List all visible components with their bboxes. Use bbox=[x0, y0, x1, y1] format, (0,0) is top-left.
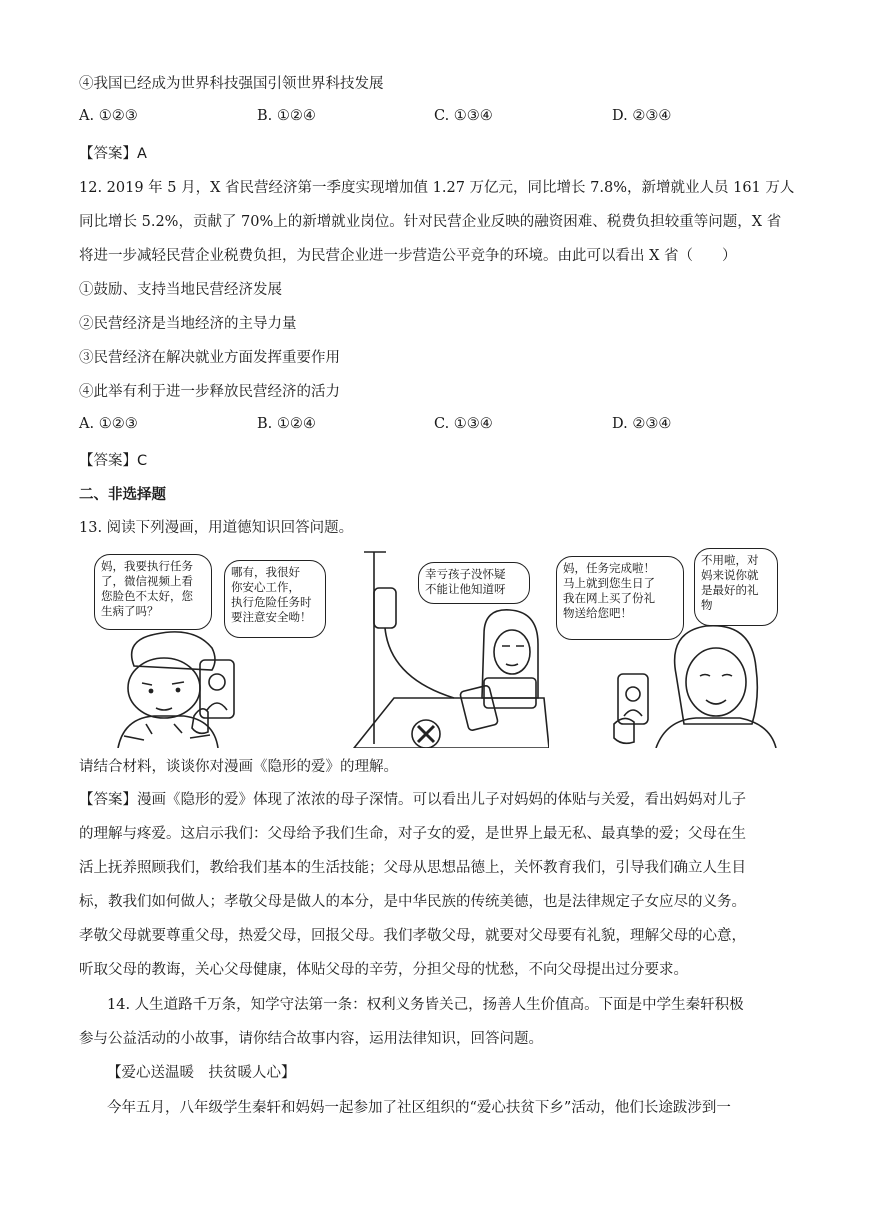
q12-stem-line-3: 将进一步减轻民营企业税费负担，为民营企业进一步营造公平竞争的环境。由此可以看出 X 省（ ） bbox=[79, 248, 737, 264]
comic-panel-3 bbox=[556, 548, 787, 748]
section-heading: 二、非选择题 bbox=[79, 487, 166, 503]
q13-answer-line-4: 标，教我们如何做人；孝敬父母是做人的本分，是中华民族的传统美德，也是法律规定子女应尽的义务。 bbox=[79, 894, 746, 910]
comic-bubble-1: 妈，我要执行任务 了，微信视频上看 您脸色不太好，您 生病了吗？ bbox=[94, 554, 212, 630]
q13-answer-line-2: 的理解与疼爱。这启示我们：父母给予我们生命，对子女的爱，是世界上最无私、最真挚的爱；父母在生 bbox=[79, 826, 746, 842]
q11-statement-4: ④我国已经成为世界科技强国引领世界科技发展 bbox=[79, 76, 384, 92]
q13-stem: 13. 阅读下列漫画，用道德知识回答问题。 bbox=[79, 520, 354, 536]
q13-answer-line-6: 听取父母的教诲，关心父母健康，体贴父母的辛劳，分担父母的忧愁，不向父母提出过分要求。 bbox=[79, 962, 688, 978]
comic-panel-2 bbox=[334, 548, 549, 748]
q14-story-line: 今年五月，八年级学生秦轩和妈妈一起参加了社区组织的“爱心扶贫下乡”活动，他们长途跋涉到一 bbox=[107, 1100, 731, 1116]
q11-option-c: C. ①③④ bbox=[434, 108, 493, 124]
q13-answer-line-1: 【答案】漫画《隐形的爱》体现了浓浓的母子深情。可以看出儿子对妈妈的体贴与关爱，看出妈妈对儿子 bbox=[79, 792, 746, 808]
q12-option-c: C. ①③④ bbox=[434, 416, 493, 432]
comic-bubble-2: 哪有，我很好 你安心工作， 执行危险任务时 要注意安全呦！ bbox=[224, 560, 326, 638]
q12-statement-4: ④此举有利于进一步释放民营经济的活力 bbox=[79, 384, 340, 400]
q13-answer-line-3: 活上抚养照顾我们，教给我们基本的生活技能；父母从思想品德上，关怀教育我们，引导我们确立人生目 bbox=[79, 860, 746, 876]
comic-panel-1 bbox=[94, 548, 329, 748]
q13-prompt: 请结合材料，谈谈你对漫画《隐形的爱》的理解。 bbox=[79, 759, 398, 775]
q12-statement-3: ③民营经济在解决就业方面发挥重要作用 bbox=[79, 350, 340, 366]
q12-option-b: B. ①②④ bbox=[257, 416, 316, 432]
q12-statement-1: ①鼓励、支持当地民营经济发展 bbox=[79, 282, 282, 298]
q14-story-title: 【爱心送温暖 扶贫暖人心】 bbox=[107, 1065, 296, 1081]
q14-stem-line-2: 参与公益活动的小故事，请你结合故事内容，运用法律知识，回答问题。 bbox=[79, 1031, 543, 1047]
comic-bubble-5: 不用啦，对 妈来说你就 是最好的礼 物 bbox=[694, 548, 778, 626]
q11-options bbox=[79, 108, 791, 128]
q12-statement-2: ②民营经济是当地经济的主导力量 bbox=[79, 316, 297, 332]
q11-option-d: D. ②③④ bbox=[612, 108, 672, 124]
q12-option-d: D. ②③④ bbox=[612, 416, 672, 432]
q11-answer: 【答案】A bbox=[79, 146, 147, 162]
q12-stem-line-1: 12. 2019 年 5 月，X 省民营经济第一季度实现增加值 1.27 万亿元，同比增长 7.8%，新增就业人员 161 万人 bbox=[79, 180, 795, 196]
q12-option-a: A. ①②③ bbox=[79, 416, 138, 432]
comic-bubble-4: 妈，任务完成啦！ 马上就到您生日了 我在网上买了份礼 物送给您吧！ bbox=[556, 556, 684, 640]
q12-options bbox=[79, 416, 791, 436]
q12-stem-line-2: 同比增长 5.2%，贡献了 70%上的新增就业岗位。针对民营企业反映的融资困难、税费负担较重等问题，X 省 bbox=[79, 214, 782, 230]
q11-option-a: A. ①②③ bbox=[79, 108, 138, 124]
q14-stem-line-1: 14. 人生道路千万条，知学守法第一条：权利义务皆关己，扬善人生价值高。下面是中学生秦轩积极 bbox=[107, 997, 744, 1013]
q11-option-b: B. ①②④ bbox=[257, 108, 316, 124]
q13-answer-line-5: 孝敬父母就要尊重父母，热爱父母，回报父母。我们孝敬父母，就要对父母要有礼貌，理解父母的心意， bbox=[79, 928, 746, 944]
comic-bubble-3: 幸亏孩子没怀疑 不能让他知道呀 bbox=[418, 562, 530, 604]
comic-invisible-love bbox=[94, 548, 787, 748]
q12-answer: 【答案】C bbox=[79, 453, 148, 469]
